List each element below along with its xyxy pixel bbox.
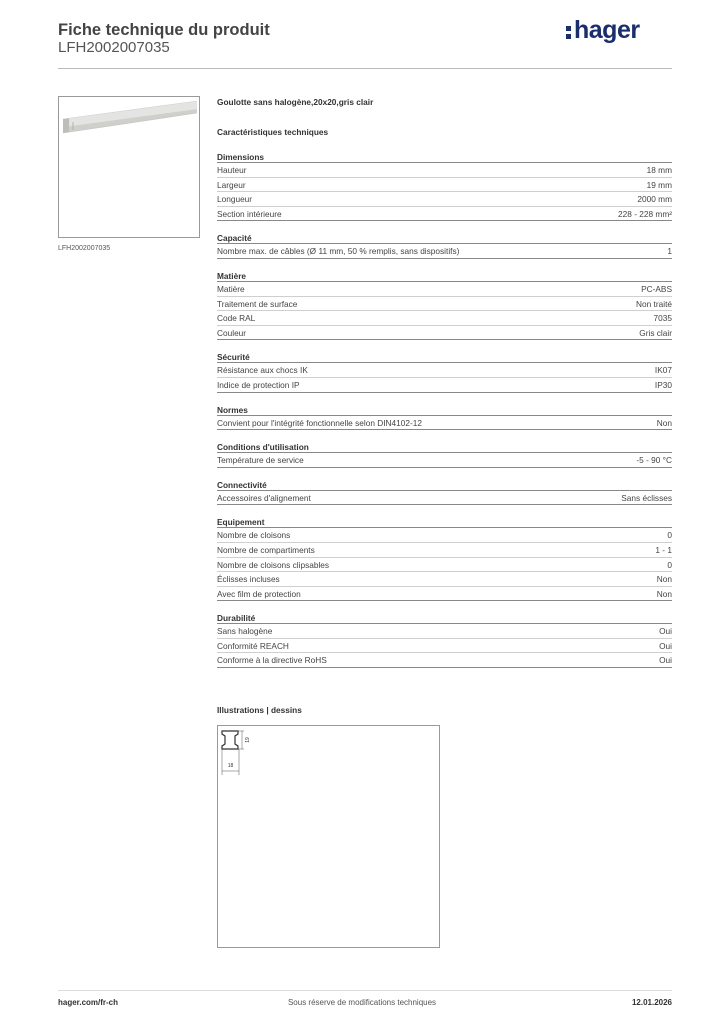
spec-row — [217, 653, 672, 668]
spec-row — [217, 639, 672, 654]
spec-section — [217, 404, 672, 431]
dim-height-label: 19 — [245, 737, 251, 743]
section-rows — [217, 624, 672, 668]
spec-row — [217, 491, 672, 506]
spec-value: 1 - 1 — [655, 544, 672, 555]
hager-logo — [566, 16, 640, 45]
product-reference: LFH2002007035 — [58, 39, 170, 56]
section-title: Connectivité — [217, 479, 672, 491]
spec-label: Convient pour l'intégrité fonctionnelle selon DIN4102-12 — [217, 417, 422, 428]
spec-row — [217, 282, 672, 297]
spec-row — [217, 244, 672, 259]
spec-label: Avec film de protection — [217, 588, 301, 599]
spec-row — [217, 543, 672, 558]
section-title: Normes — [217, 404, 672, 416]
section-title: Conditions d'utilisation — [217, 441, 672, 453]
spec-value: 228 - 228 mm² — [618, 208, 672, 219]
section-title: Equipement — [217, 516, 672, 528]
spec-row — [217, 587, 672, 602]
spec-label: Section intérieure — [217, 208, 282, 219]
spec-label: Conformité REACH — [217, 640, 289, 651]
section-rows — [217, 453, 672, 468]
dim-width-label: 18 — [227, 763, 234, 769]
spec-row — [217, 378, 672, 393]
document-title: Fiche technique du produit — [58, 21, 270, 39]
spec-row — [217, 416, 672, 431]
tech-heading: Caractéristiques techniques — [217, 127, 329, 137]
spec-label: Nombre de compartiments — [217, 544, 315, 555]
spec-label: Nombre de cloisons clipsables — [217, 559, 330, 570]
spec-value: 0 — [667, 530, 672, 541]
spec-label: Traitement de surface — [217, 298, 298, 309]
spec-value: Non — [656, 588, 672, 599]
spec-value: 18 mm — [646, 165, 672, 175]
product-name: Goulotte sans halogène,20x20,gris clair — [217, 97, 374, 107]
spec-label: Accessoires d'alignement — [217, 492, 311, 503]
spec-label: Éclisses incluses — [217, 574, 280, 585]
spec-row — [217, 297, 672, 312]
spec-label: Largeur — [217, 179, 246, 190]
spec-row — [217, 192, 672, 207]
spec-label: Température de service — [217, 455, 304, 466]
cable-duct-image — [59, 97, 201, 239]
spec-label: Sans halogène — [217, 626, 273, 637]
spec-value: IK07 — [654, 365, 672, 376]
spec-label: Longueur — [217, 194, 253, 205]
spec-content — [217, 97, 672, 668]
spec-row — [217, 207, 672, 222]
spec-row — [217, 363, 672, 378]
logo-text: hager — [574, 16, 640, 44]
spec-row — [217, 311, 672, 326]
spec-label: Matière — [217, 283, 245, 294]
spec-row — [217, 624, 672, 639]
spec-value: Non — [656, 417, 672, 428]
spec-sections — [217, 151, 672, 668]
section-rows — [217, 244, 672, 259]
spec-value: PC-ABS — [641, 283, 672, 294]
spec-row — [217, 453, 672, 468]
footer-notice: Sous réserve de modifications techniques — [287, 998, 437, 1007]
spec-label: Couleur — [217, 327, 247, 338]
product-photo — [58, 96, 200, 238]
spec-label: Conforme à la directive RoHS — [217, 655, 327, 666]
spec-section — [217, 441, 672, 468]
header-divider — [58, 68, 672, 69]
spec-value: Non — [656, 574, 672, 585]
spec-value: Oui — [659, 640, 672, 651]
section-rows — [217, 528, 672, 601]
photo-caption: LFH2002007035 — [58, 245, 111, 252]
spec-row — [217, 163, 672, 178]
section-title: Matière — [217, 270, 672, 282]
spec-section — [217, 516, 672, 601]
spec-section — [217, 270, 672, 340]
spec-label: Nombre max. de câbles (Ø 11 mm, 50 % remplis, sans dispositifs) — [217, 246, 460, 257]
footer-divider — [58, 990, 672, 991]
spec-value: 2000 mm — [637, 194, 672, 205]
section-rows — [217, 491, 672, 506]
spec-row — [217, 572, 672, 587]
section-title: Sécurité — [217, 351, 672, 363]
section-title: Dimensions — [217, 151, 672, 163]
spec-value: IP30 — [654, 379, 672, 390]
footer-website: hager.com/fr-ch — [58, 998, 119, 1007]
technical-drawing — [217, 725, 440, 948]
section-rows — [217, 416, 672, 431]
spec-value: Oui — [659, 626, 672, 637]
spec-section — [217, 151, 672, 221]
logo-dots-icon — [566, 21, 572, 39]
section-title: Durabilité — [217, 612, 672, 624]
spec-section — [217, 479, 672, 506]
spec-value: Gris clair — [639, 327, 672, 338]
section-rows — [217, 282, 672, 340]
spec-row — [217, 326, 672, 341]
spec-value: Non traité — [636, 298, 672, 309]
spec-row — [217, 558, 672, 573]
spec-section — [217, 351, 672, 392]
spec-label: Nombre de cloisons — [217, 530, 291, 541]
spec-row — [217, 178, 672, 193]
spec-row — [217, 528, 672, 543]
spec-section — [217, 232, 672, 259]
duct-profile-drawing — [218, 726, 441, 949]
spec-value: 7035 — [653, 313, 672, 324]
spec-label: Indice de protection IP — [217, 379, 300, 390]
spec-section — [217, 612, 672, 668]
spec-label: Hauteur — [217, 165, 247, 175]
spec-value: 19 mm — [646, 179, 672, 190]
spec-value: -5 - 90 °C — [636, 455, 672, 466]
illustrations-title: Illustrations | dessins — [217, 705, 302, 715]
section-rows — [217, 163, 672, 221]
spec-value: Sans éclisses — [621, 492, 672, 503]
section-title: Capacité — [217, 232, 672, 244]
footer-date: 12.01.2026 — [631, 998, 672, 1007]
spec-value: 1 — [667, 246, 672, 257]
spec-value: Oui — [659, 655, 672, 666]
spec-value: 0 — [667, 559, 672, 570]
spec-label: Code RAL — [217, 313, 256, 324]
spec-label: Résistance aux chocs IK — [217, 365, 308, 376]
section-rows — [217, 363, 672, 392]
